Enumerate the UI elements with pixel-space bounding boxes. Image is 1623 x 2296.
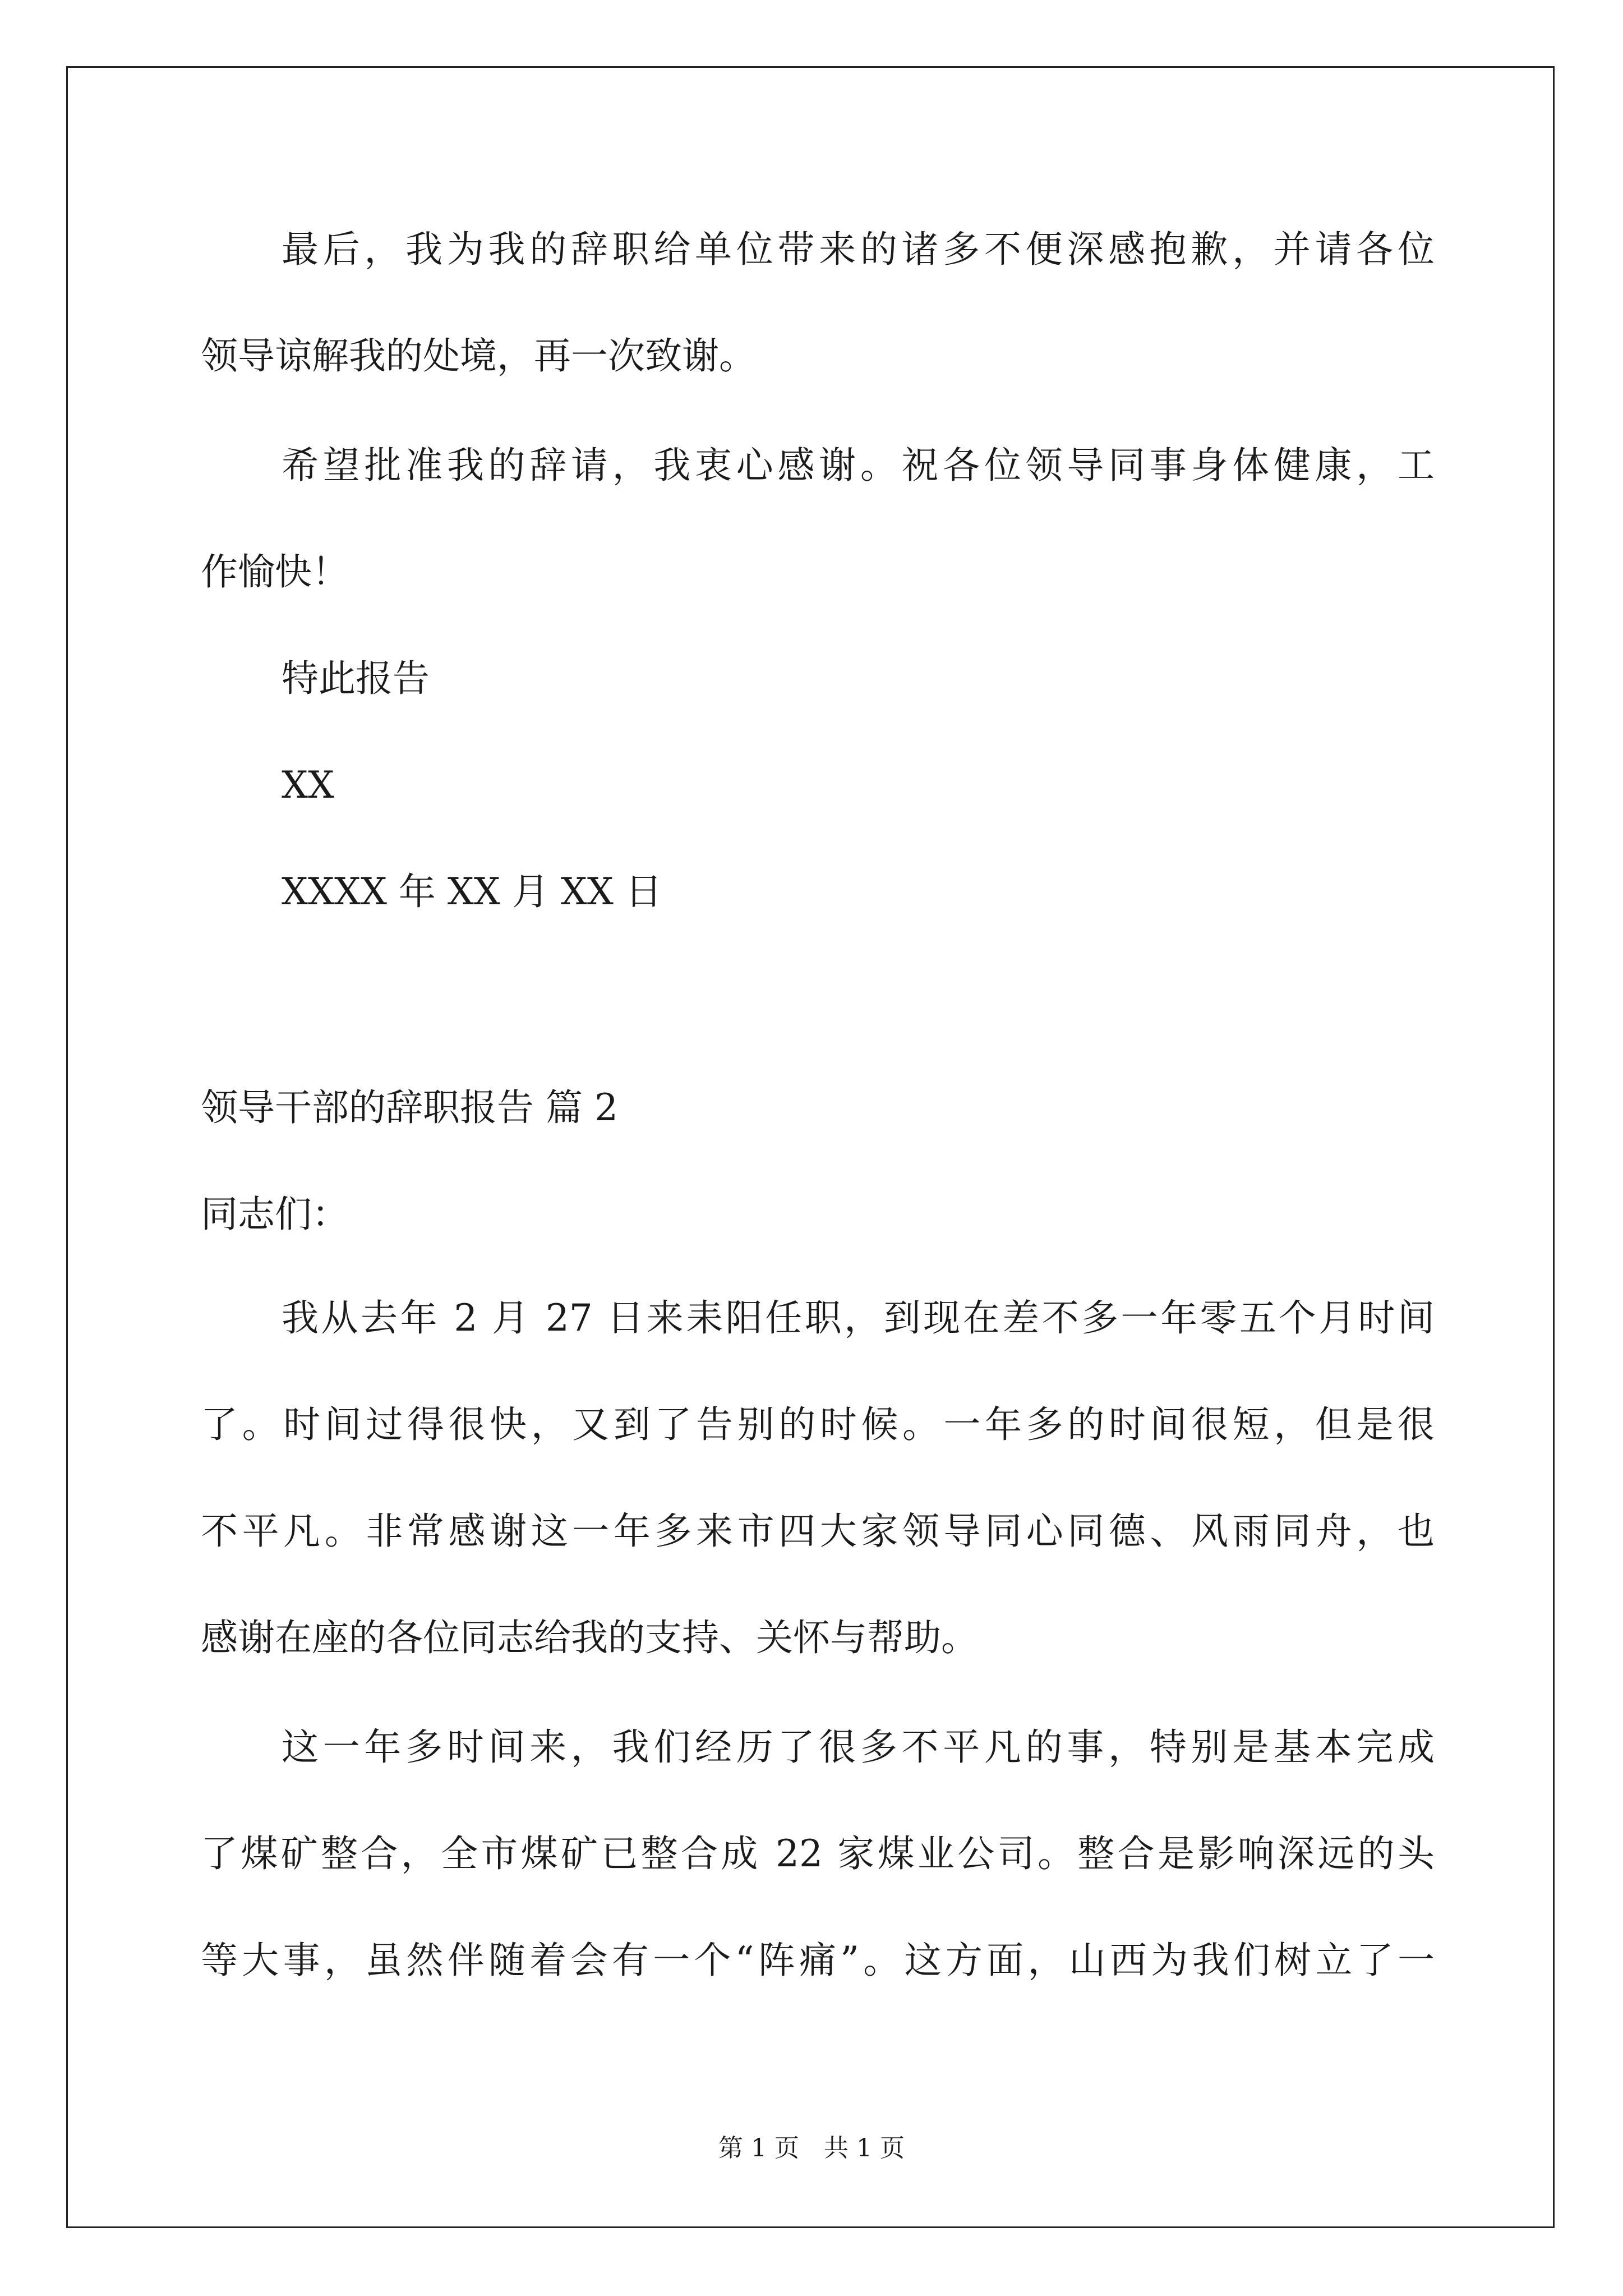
- paragraph-line: 不平凡。非常感谢这一年多来市四大家领导同心同德、风雨同舟，也: [201, 1510, 1435, 1553]
- paragraph-line: 等大事，虽然伴随着会有一个“阵痛”。这方面，山西为我们树立了一: [201, 1939, 1435, 1982]
- signature-name: XX: [282, 763, 334, 807]
- closing-phrase: 特此报告: [282, 657, 430, 700]
- paragraph-line: 了煤矿整合，全市煤矿已整合成 22 家煤业公司。整合是影响深远的头: [201, 1832, 1435, 1875]
- paragraph-line: 领导谅解我的处境，再一次致谢。: [201, 334, 756, 378]
- paragraph-line: 这一年多时间来，我们经历了很多不平凡的事，特别是基本完成: [282, 1726, 1435, 1769]
- paragraph-line: 感谢在座的各位同志给我的支持、关怀与帮助。: [201, 1616, 978, 1659]
- section-heading: 领导干部的辞职报告 篇 2: [201, 1086, 618, 1129]
- salutation: 同志们：: [201, 1193, 349, 1236]
- paragraph-line: 我从去年 2 月 27 日来耒阳任职，到现在差不多一年零五个月时间: [282, 1296, 1435, 1340]
- paragraph-line: 作愉快！: [201, 550, 349, 593]
- paragraph-line: 希望批准我的辞请，我衷心感谢。祝各位领导同事身体健康，工: [282, 444, 1435, 487]
- page-footer: 第 1 页 共 1 页: [718, 2134, 905, 2162]
- paragraph-line: 最后，我为我的辞职给单位带来的诸多不便深感抱歉，并请各位: [282, 228, 1435, 271]
- signature-date: XXXX 年 XX 月 XX 日: [282, 870, 662, 913]
- page-border: [66, 66, 1555, 2228]
- paragraph-line: 了。时间过得很快，又到了告别的时候。一年多的时间很短，但是很: [201, 1403, 1435, 1446]
